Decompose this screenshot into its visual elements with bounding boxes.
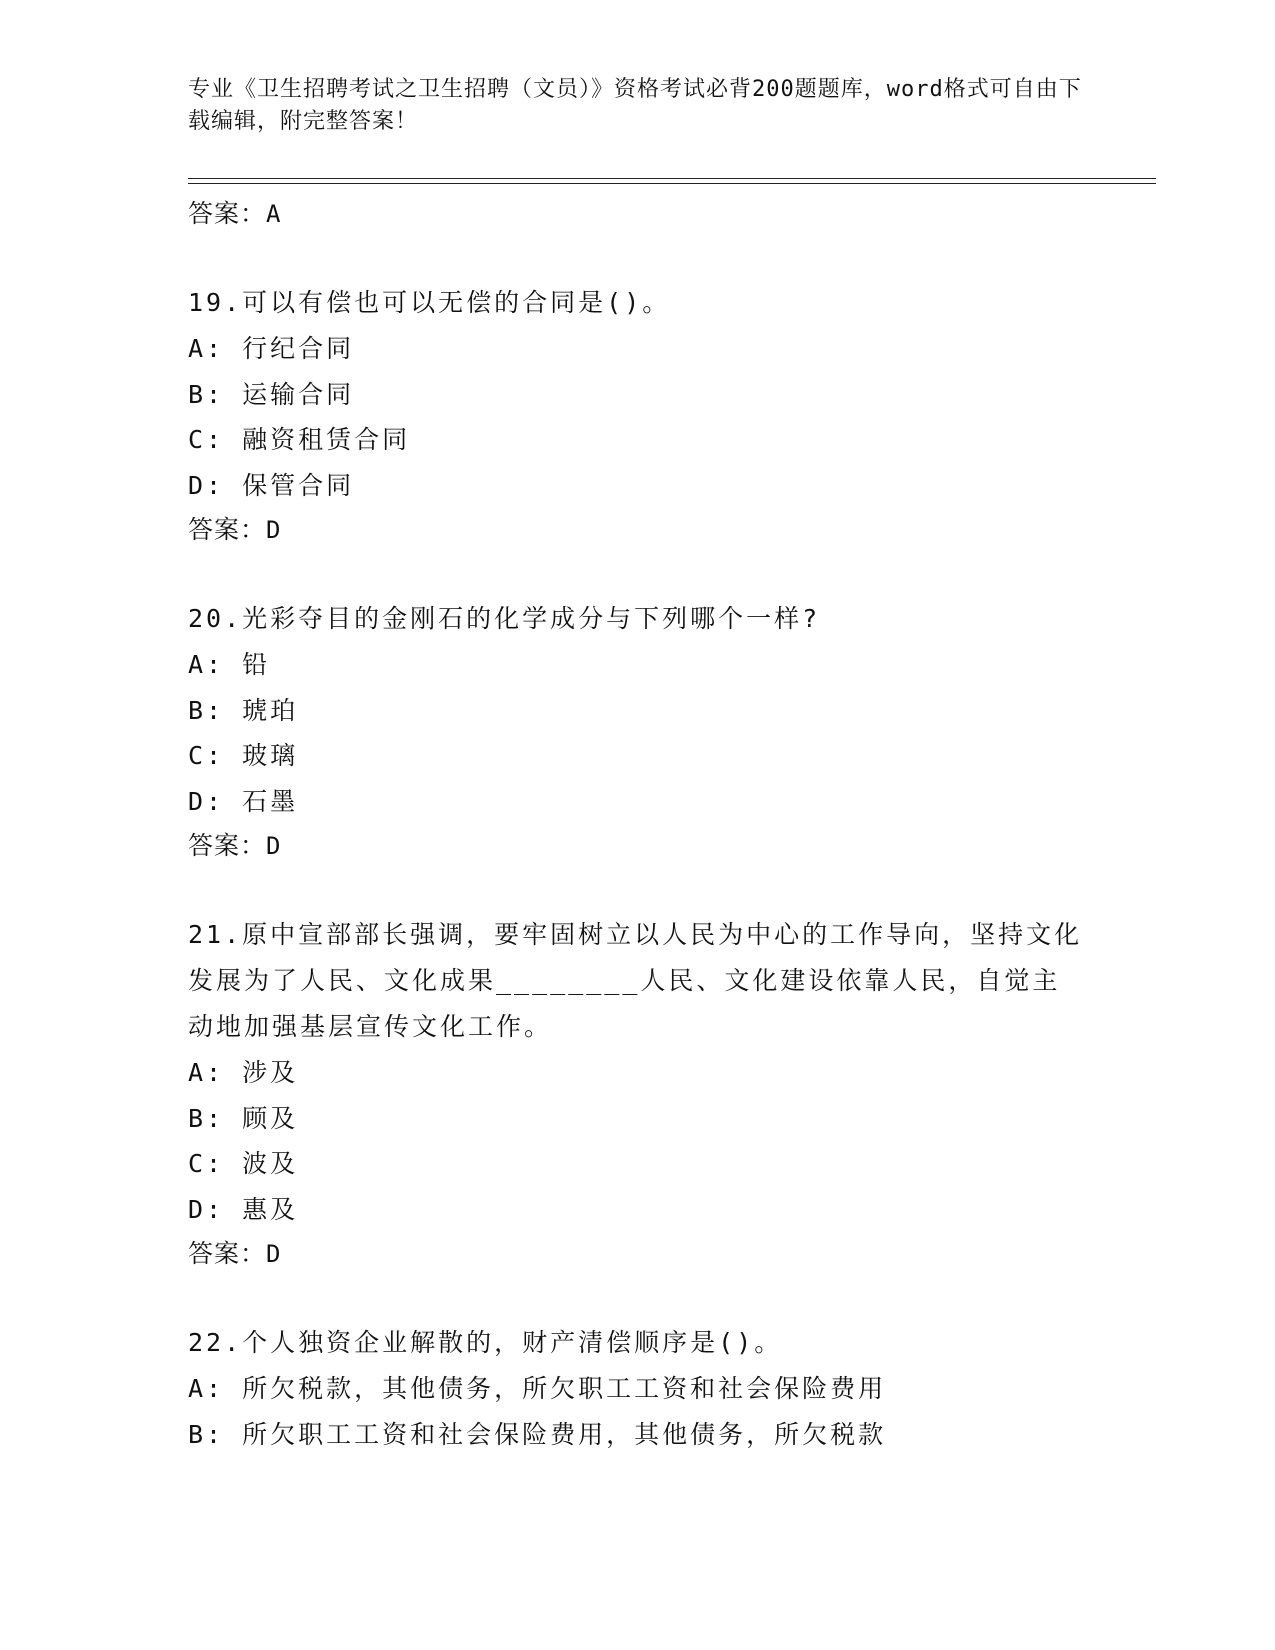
question-19	[188, 280, 1088, 552]
answer-label: 答案：	[188, 831, 267, 860]
question-22	[188, 1320, 1088, 1457]
answer-label: 答案：	[188, 515, 267, 544]
answer-label: 答案：	[188, 1239, 267, 1268]
option-c: C: 融资租赁合同	[188, 425, 411, 454]
question-stem: 22.个人独资企业解散的，财产清偿顺序是()。	[188, 1328, 783, 1357]
option-a: A: 铅	[188, 650, 271, 679]
question-20	[188, 596, 1088, 868]
header-rule-top	[188, 178, 1156, 179]
option-b: B: 运输合同	[188, 379, 355, 409]
question-stem: 20.光彩夺目的金刚石的化学成分与下列哪个一样?	[188, 604, 821, 633]
option-c: C: 波及	[188, 1149, 299, 1178]
answer-line	[188, 824, 1088, 868]
option-a: A: 所欠税款，其他债务，所欠职工工资和社会保险费用	[188, 1374, 887, 1403]
answer-value: D	[266, 1240, 282, 1268]
option-d: D: 保管合同	[188, 470, 355, 500]
answer-line	[188, 1232, 1088, 1276]
answer-value: A	[266, 200, 282, 228]
option-c: C: 玻璃	[188, 741, 299, 770]
header-rule-bottom	[188, 183, 1156, 184]
answer-line	[188, 192, 1088, 236]
question-21	[188, 912, 1088, 1276]
option-b: B: 所欠职工工资和社会保险费用，其他债务，所欠税款	[188, 1419, 887, 1449]
option-d: D: 惠及	[188, 1194, 299, 1224]
document-header: 专业《卫生招聘考试之卫生招聘（文员）》资格考试必背200题题库，word格式可自由下载编辑，附完整答案！	[188, 77, 1082, 134]
question-stem: 21.原中宣部部长强调，要牢固树立以人民为中心的工作导向，坚持文化发展为了人民、文化成果________人民、文化建设依靠人民，自觉主动地加强基层宣传文化工作。	[188, 920, 1083, 1041]
answer-label: 答案：	[188, 199, 267, 228]
question-stem: 19.可以有偿也可以无偿的合同是()。	[188, 288, 671, 317]
option-a: A: 涉及	[188, 1058, 299, 1087]
option-b: B: 顾及	[188, 1103, 299, 1133]
document-content	[188, 192, 1088, 1457]
answer-line	[188, 508, 1088, 552]
option-d: D: 石墨	[188, 786, 299, 816]
option-a: A: 行纪合同	[188, 334, 355, 363]
answer-value: D	[266, 832, 282, 860]
answer-value: D	[266, 516, 282, 544]
option-b: B: 琥珀	[188, 695, 299, 725]
